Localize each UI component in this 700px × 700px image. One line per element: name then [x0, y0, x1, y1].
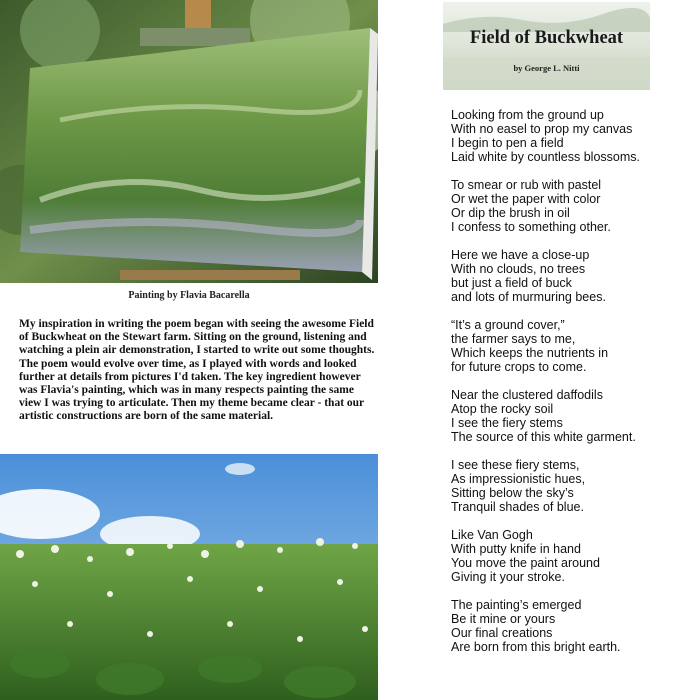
poem-line: Which keeps the nutrients in	[451, 346, 609, 360]
poem-line: I confess to something other.	[451, 220, 611, 234]
poem	[451, 108, 696, 668]
poem-line: for future crops to come.	[451, 360, 587, 374]
poem-line: but just a field of buck	[451, 276, 572, 290]
poem-line: Laid white by countless blossoms.	[451, 150, 640, 164]
poem-line: The source of this white garment.	[451, 430, 636, 444]
poem-stanza	[451, 108, 696, 164]
poem-stanza	[451, 458, 696, 514]
poem-line: “It’s a ground cover,”	[451, 318, 565, 332]
poem-line: As impressionistic hues,	[451, 472, 586, 486]
poem-author: by George L. Nitti	[513, 63, 580, 73]
poem-line: With putty knife in hand	[451, 542, 581, 556]
poem-stanza	[451, 248, 696, 304]
poem-line: Like Van Gogh	[451, 528, 533, 542]
poem-line: Giving it your stroke.	[451, 570, 565, 584]
poem-line: Be it mine or yours	[451, 612, 556, 626]
poem-stanza	[451, 318, 696, 374]
poem-stanza	[451, 598, 696, 654]
poem-line: Near the clustered daffodils	[451, 388, 603, 402]
poem-line: Or dip the brush in oil	[451, 206, 570, 220]
inspiration-essay: My inspiration in writing the poem began with seeing the awesome Field of Buckwheat on the Stewart farm. Sitting on the ground, listening and watching a plein air demonstration, I started to write out some thoughts. The poem would evolve over time, as I played with words and looked further at details from pictures I'd taken. The key ingredient however was Flavia's painting, which was in many respects painting the same view I was trying to articulate. Then my theme became clear - that our artistic constructions are born of the same material.	[19, 318, 375, 423]
poem-line: Atop the rocky soil	[451, 402, 554, 416]
poem-line: With no easel to prop my canvas	[451, 122, 633, 136]
painting-caption: Painting by Flavia Bacarella	[128, 290, 250, 301]
poem-line: I see the fiery stems	[451, 416, 563, 430]
poem-line: Or wet the paper with color	[451, 192, 601, 206]
poem-line: Tranquil shades of blue.	[451, 500, 584, 514]
title-banner	[443, 2, 650, 90]
poem-line: Looking from the ground up	[451, 108, 604, 122]
poem-stanza	[451, 178, 696, 234]
poem-line: The painting’s emerged	[451, 598, 582, 612]
poem-line: Are born from this bright earth.	[451, 640, 621, 654]
poem-stanza	[451, 388, 696, 444]
poem-line: With no clouds, no trees	[451, 262, 586, 276]
poem-line: You move the paint around	[451, 556, 600, 570]
poem-title: Field of Buckwheat	[469, 28, 624, 48]
poem-line: Sitting below the sky’s	[451, 486, 574, 500]
poem-line: To smear or rub with pastel	[451, 178, 602, 192]
poem-stanza	[451, 528, 696, 584]
poem-line: I begin to pen a field	[451, 136, 564, 150]
poem-line: Here we have a close-up	[451, 248, 590, 262]
buckwheat-field-photo	[0, 454, 378, 700]
poem-line: I see these fiery stems,	[451, 458, 580, 472]
painting-photo	[0, 0, 378, 283]
poem-line: Our final creations	[451, 626, 553, 640]
poem-line: and lots of murmuring bees.	[451, 290, 606, 304]
poem-line: the farmer says to me,	[451, 332, 576, 346]
